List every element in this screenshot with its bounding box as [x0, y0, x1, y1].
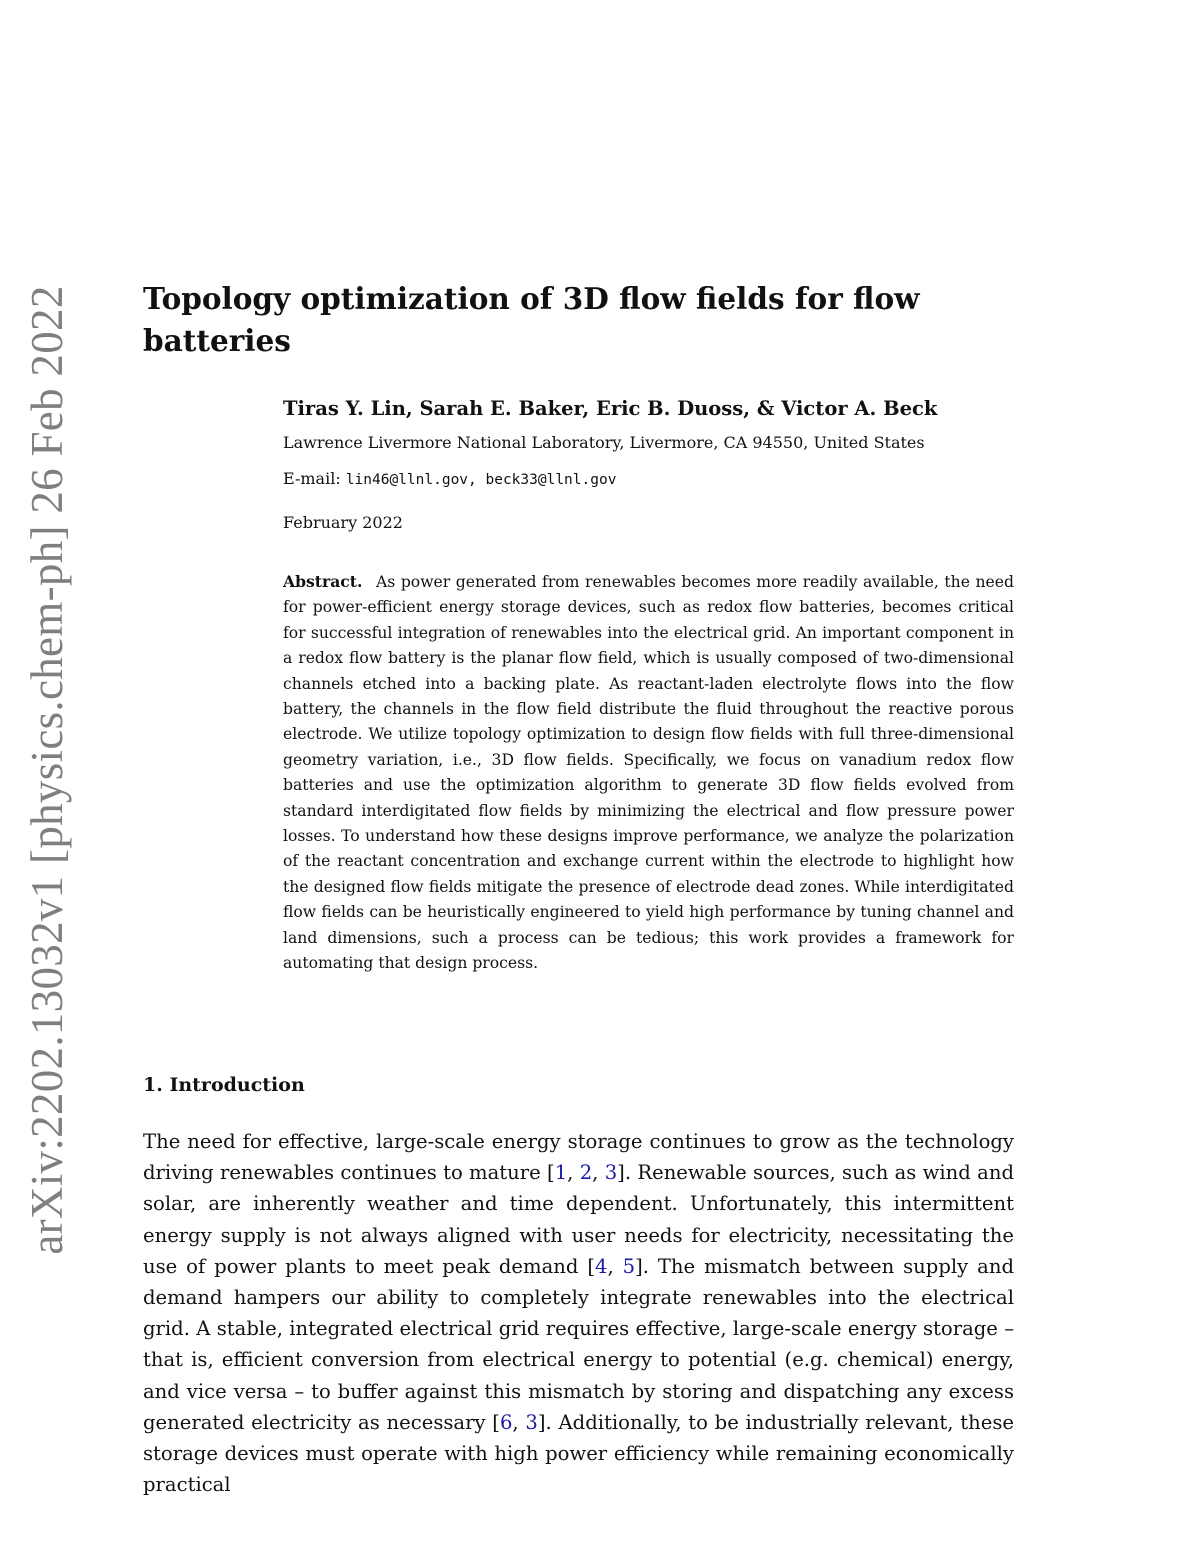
citation-link[interactable]: 1: [554, 1161, 568, 1185]
publication-date: February 2022: [283, 513, 403, 532]
introduction-paragraph: [143, 1126, 1014, 1500]
paper-title: Topology optimization of 3D flow fields for flow batteries: [143, 281, 920, 358]
author-email-line: [283, 469, 616, 488]
email-label: E-mail:: [283, 469, 341, 488]
email-addresses[interactable]: lin46@llnl.gov, beck33@llnl.gov: [345, 472, 617, 488]
intro-text: ]. The mismatch between supply and demand hampers our ability to completely integrate renewables into the electrical grid. A stable, integrated electrical grid requires effective, large-scale energy storage – that is, efficient conversion from electrical energy to potential (e.g. chemical) energy, and vice versa – to buffer against this mismatch by storing and dispatching any excess generated electricity as necessary [: [143, 1254, 1014, 1434]
citation-link[interactable]: 6: [499, 1410, 513, 1434]
citation-link[interactable]: 3: [604, 1161, 618, 1185]
citation-separator: ,: [512, 1410, 526, 1434]
abstract-text: As power generated from renewables becomes more readily available, the need for power-efficient energy storage devices, such as redox flow batteries, becomes critical for successful integration of renewables into the electrical grid. An important component in a redox flow battery is the planar flow field, which is usually composed of two-dimensional channels etched into a backing plate. As reactant-laden electrolyte flows into the flow battery, the channels in the flow field distribute the fluid throughout the reactive porous electrode. We utilize topology optimization to design flow fields with full three-dimensional geometry variation, i.e., 3D flow fields. Specifically, we focus on vanadium redox flow batteries and use the optimization algorithm to generate 3D flow fields evolved from standard interdigitated flow fields by minimizing the electrical and flow pressure power losses. To understand how these designs improve performance, we analyze the polarization of the reactant concentration and exchange current within the electrode to highlight how the designed flow fields mitigate the presence of electrode dead zones. While interdigitated flow fields can be heuristically engineered to yield high performance by tuning channel and land dimensions, such a process can be tedious; this work provides a framework for automating that design process.: [283, 573, 1014, 973]
citation-link[interactable]: 3: [525, 1410, 538, 1434]
citation-link[interactable]: 4: [594, 1254, 608, 1278]
citation-separator: ,: [567, 1161, 580, 1185]
citation-link[interactable]: 5: [622, 1254, 636, 1278]
abstract: [283, 569, 1014, 977]
intro-text: ]. Renewable sources, such as wind and solar, are inherently weather and time dependent. Unfortunately, this intermittent energy supply is not always aligned with user needs for electricity, necessitating the use of power plants to meet peak demand [: [143, 1161, 1014, 1278]
abstract-label: Abstract.: [283, 572, 363, 591]
section-heading-introduction: 1. Introduction: [143, 1074, 305, 1096]
citation-link[interactable]: 2: [579, 1161, 593, 1185]
arxiv-identifier-stamp: arXiv:2202.13032v1 [physics.chem-ph] 26 Feb 2022: [22, 285, 72, 1255]
intro-text: ]. Additionally, to be industrially relevant, these storage devices must operate with high power efficiency while remaining economically practical: [143, 1410, 1014, 1497]
author-list: Tiras Y. Lin, Sarah E. Baker, Eric B. Duoss, & Victor A. Beck: [283, 397, 938, 420]
author-affiliation: Lawrence Livermore National Laboratory, Livermore, CA 94550, United States: [283, 433, 925, 452]
citation-separator: ,: [592, 1161, 605, 1185]
intro-text: The need for effective, large-scale energy storage continues to grow as the technology driving renewables continues to mature [: [143, 1130, 1014, 1185]
citation-separator: ,: [607, 1254, 623, 1278]
